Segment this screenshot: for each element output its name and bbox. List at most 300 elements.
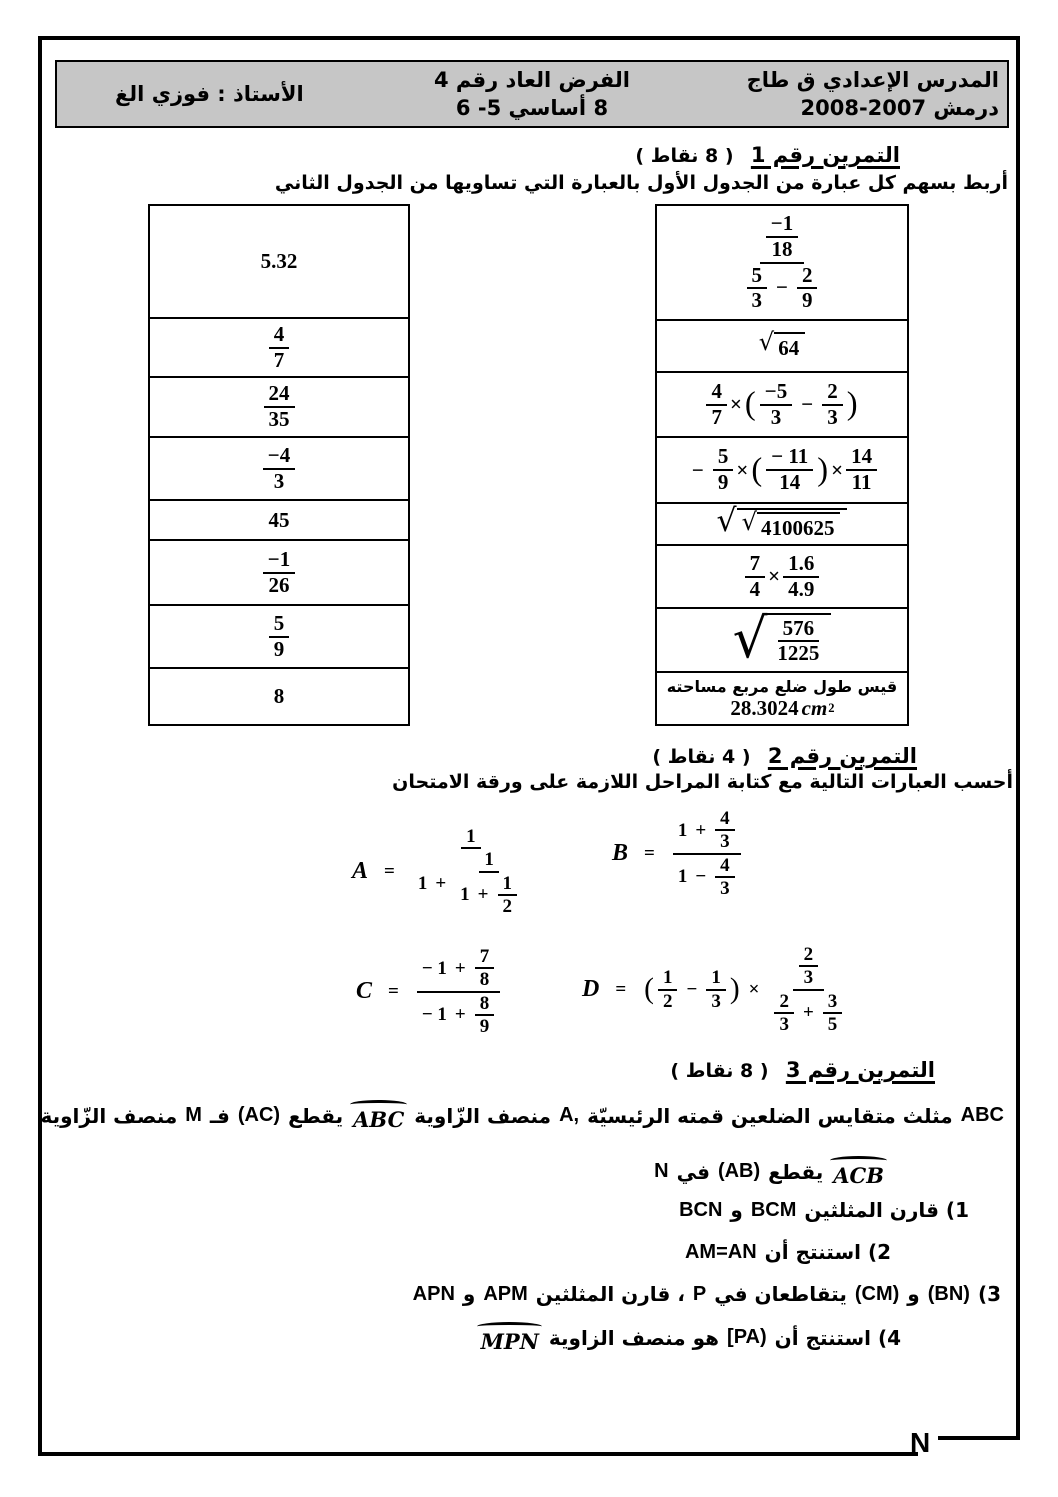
latin-text: AM=AN — [684, 1240, 757, 1263]
numerator — [713, 445, 734, 471]
latin-text: A, — [559, 1104, 580, 1127]
math-token: 3 — [803, 967, 814, 989]
exercise2-title-text: التمرين رقم 2 — [767, 744, 917, 768]
denominator — [413, 849, 529, 917]
radical-sign-icon: √ — [732, 605, 768, 670]
fraction — [269, 323, 290, 372]
math-token: 8 — [479, 992, 490, 1014]
math-line — [729, 696, 834, 721]
math-token: 3 — [779, 1013, 789, 1035]
exercise3-statement-line1 — [36, 1100, 1008, 1131]
radicand — [774, 332, 805, 361]
math-token: 3 — [273, 468, 285, 493]
numerator — [774, 991, 794, 1014]
fraction — [475, 993, 495, 1038]
numerator — [783, 552, 819, 578]
numerator — [673, 808, 741, 855]
denominator — [774, 1014, 794, 1035]
math-token: 5 — [751, 262, 763, 287]
math-token: 3 — [827, 404, 838, 429]
denominator — [417, 993, 500, 1038]
exam-title: الفرض العاد رقم 4 — [434, 67, 630, 92]
numerator — [498, 873, 518, 896]
parenthesis: ( — [744, 386, 756, 423]
math-stack — [663, 677, 902, 721]
equals-sign: = — [615, 978, 627, 1000]
math-token: 9 — [801, 288, 813, 313]
math-token: 3 — [720, 877, 730, 899]
page-border-top — [38, 36, 1020, 40]
expression-B — [612, 808, 743, 899]
math-token: − 1 — [421, 957, 447, 979]
math-token: 5.32 — [260, 249, 298, 273]
denominator — [673, 855, 741, 900]
latin-text: (AB) — [717, 1160, 761, 1183]
math-token: 2 — [779, 990, 789, 1012]
math-token: × — [729, 392, 742, 416]
operator: − — [686, 978, 698, 1000]
parenthesis: ) — [729, 972, 740, 1005]
numerator — [461, 826, 481, 849]
exponent: 2 — [828, 700, 835, 715]
arabic-text: مثلث متقايس الضلعين قمته الرئيسيّة — [587, 1103, 953, 1128]
math-token: 5 — [827, 1013, 838, 1035]
math-row — [642, 944, 850, 1035]
denominator — [264, 574, 295, 598]
denominator — [823, 1014, 843, 1035]
fraction — [673, 808, 741, 899]
operator: × — [748, 978, 760, 1000]
math-token: 7 — [273, 347, 285, 372]
math-row — [417, 849, 525, 917]
math-token: −1 — [770, 211, 794, 236]
math-row — [459, 873, 519, 918]
math-token: 1 — [417, 872, 428, 894]
math-row — [677, 855, 737, 900]
operator: + — [435, 872, 447, 894]
fraction — [766, 212, 798, 261]
math-token: 5 — [717, 444, 729, 469]
expression-C-label: C — [356, 978, 373, 1005]
operator: + — [477, 884, 489, 906]
angle-letters: ACB — [833, 1163, 884, 1188]
math-token: 2 — [502, 895, 512, 917]
page-border-bottom-left — [38, 1452, 918, 1456]
math-token: 1 — [460, 884, 470, 906]
math-token: 1 — [677, 866, 688, 888]
radical-sign-icon: √ — [758, 327, 775, 356]
math-token: 4.9 — [788, 576, 815, 601]
math-token: 7 — [711, 404, 722, 429]
exam-block — [362, 66, 703, 123]
latin-text: N — [654, 1160, 669, 1183]
denominator — [715, 831, 735, 852]
math-token: 2 — [801, 262, 813, 287]
numerator — [706, 967, 726, 990]
numerator — [797, 264, 818, 290]
fraction — [715, 855, 735, 900]
expression-B-label: B — [612, 840, 629, 867]
arabic-text: 1) قارن المثلثين — [804, 1198, 969, 1222]
latin-text: (BN) — [927, 1282, 970, 1305]
operator: + — [454, 957, 466, 979]
radical-sign-icon: √ — [716, 502, 737, 539]
exercise3-statement-line2 — [650, 1156, 890, 1187]
expression-cell — [657, 371, 907, 436]
fraction — [269, 612, 290, 661]
arabic-text: و — [462, 1282, 476, 1306]
exam-grade: 8 أساسي 5- 6 — [455, 96, 609, 120]
fraction — [745, 552, 766, 601]
math-row — [772, 991, 844, 1036]
arabic-text: في — [676, 1159, 710, 1184]
radical — [741, 507, 841, 541]
arabic-text: يقطع — [768, 1159, 824, 1184]
parenthesis: ( — [644, 972, 654, 1005]
fraction — [498, 873, 518, 918]
math-row — [677, 808, 737, 853]
math-token: 35 — [268, 407, 290, 431]
math-token: 64 — [778, 335, 800, 360]
fraction — [263, 444, 295, 493]
denominator — [269, 638, 290, 662]
expression-cell — [657, 502, 907, 544]
exercise3-title — [670, 1058, 935, 1082]
numerator — [760, 212, 804, 263]
expression-cell — [657, 671, 907, 724]
math-token: −4 — [267, 442, 291, 467]
radical — [716, 502, 848, 541]
fraction — [741, 212, 824, 312]
parenthesis: ( — [751, 451, 763, 488]
math-row — [745, 264, 820, 313]
math-token: 576 — [782, 615, 815, 640]
denominator — [455, 873, 523, 918]
denominator — [783, 578, 819, 602]
radical-sign-icon: √ — [741, 507, 757, 536]
expression-D-body — [642, 944, 850, 1035]
fraction — [413, 826, 529, 917]
numerator — [417, 946, 500, 993]
exercise2-instruction: أحسب العبارات التالية مع كتابة المراحل اللازمة على ورقة الامتحان — [392, 771, 1013, 793]
math-token: 11 — [851, 470, 872, 494]
arabic-text: منصف الزّاوية — [414, 1103, 552, 1128]
numerator — [269, 323, 290, 349]
math-token: 7 — [749, 550, 761, 575]
denominator — [747, 289, 768, 313]
fraction — [264, 382, 295, 431]
school-block — [702, 66, 1007, 123]
header-bar — [55, 60, 1009, 128]
parenthesis: ) — [846, 386, 858, 423]
fraction — [797, 264, 818, 313]
operator: − — [801, 392, 814, 416]
fraction — [706, 380, 727, 429]
numerator — [760, 380, 792, 406]
numerator — [264, 382, 295, 408]
numerator — [823, 991, 843, 1014]
denominator — [767, 238, 798, 262]
numerator — [263, 548, 295, 574]
angle-name — [481, 1322, 539, 1353]
parenthesis: ) — [817, 451, 829, 488]
math-token: 3 — [711, 990, 721, 1012]
arabic-text: هو منصف الزاوية — [548, 1325, 720, 1350]
angle-letters: ABC — [353, 1107, 405, 1132]
math-token: 4 — [749, 576, 761, 601]
latin-text: ABC — [960, 1104, 1004, 1127]
teacher-block — [57, 80, 362, 108]
latin-text: (CM) — [854, 1282, 900, 1305]
math-token: × — [768, 564, 781, 588]
arabic-text: يتقاطعان في — [714, 1282, 847, 1306]
fraction — [263, 548, 295, 597]
fraction — [417, 946, 500, 1037]
exercise3-title-text: التمرين رقم 3 — [785, 1058, 935, 1082]
numerator — [658, 967, 678, 990]
math-row — [421, 993, 496, 1038]
denominator — [475, 1016, 495, 1037]
result-cell — [150, 539, 408, 604]
expression-D-label: D — [582, 976, 600, 1003]
expression-A-label: A — [352, 858, 369, 885]
radical — [758, 327, 805, 361]
fraction — [713, 445, 734, 494]
latin-text: APM — [483, 1282, 528, 1305]
exercise2-points: ( 4 نقاط ) — [652, 746, 751, 768]
math-token: 3 — [751, 288, 763, 313]
arabic-text: يقطع — [288, 1103, 344, 1128]
result-cell — [150, 317, 408, 376]
math-token: 3 — [720, 831, 730, 853]
operator: − — [691, 457, 704, 482]
denominator — [706, 406, 727, 430]
numerator — [479, 849, 499, 872]
numerator — [778, 617, 820, 643]
math-token: 1 — [677, 819, 688, 841]
denominator — [774, 471, 805, 495]
denominator — [269, 349, 290, 373]
math-token: −1 — [267, 546, 291, 571]
arabic-text: 2) استنتج أن — [764, 1240, 891, 1264]
numerator — [715, 855, 735, 878]
arabic-text: فـ — [209, 1103, 230, 1128]
fraction — [768, 944, 848, 1035]
math-token: 1 — [662, 967, 673, 989]
math-token: 14 — [851, 444, 873, 469]
result-cell — [150, 604, 408, 667]
page-border-left — [38, 36, 42, 1456]
result-cell — [150, 667, 408, 724]
latin-text: [PA) — [727, 1326, 767, 1349]
latin-text: P — [692, 1282, 707, 1305]
denominator — [797, 289, 818, 313]
math-token: 4 — [273, 321, 285, 346]
expression-D — [582, 944, 850, 1035]
numerator — [715, 808, 735, 831]
denominator — [822, 406, 843, 430]
math-token: 9 — [273, 636, 285, 661]
math-token: 28.3024 — [730, 695, 799, 720]
arabic-text: و — [730, 1198, 743, 1222]
math-line — [663, 677, 902, 696]
denominator — [498, 896, 518, 917]
fraction — [715, 808, 735, 853]
math-token: 45 — [268, 507, 290, 532]
exercise3-question2 — [681, 1240, 895, 1264]
teacher-name: الأستاذ : فوزي الغ — [114, 81, 304, 106]
expression-cell — [657, 607, 907, 671]
results-table — [148, 204, 410, 726]
fraction — [455, 849, 523, 917]
math-token: 14 — [779, 470, 801, 494]
operator: − — [776, 275, 788, 300]
result-cell — [150, 376, 408, 436]
math-token: 4 — [720, 854, 730, 876]
denominator — [269, 470, 290, 494]
denominator — [264, 408, 295, 432]
math-row — [685, 445, 879, 494]
exercise1-points: ( 8 نقاط ) — [635, 145, 734, 167]
latin-text: APN — [412, 1282, 455, 1305]
denominator — [847, 471, 877, 495]
school-name: المدرس الإعدادي ق طاج — [746, 67, 999, 92]
arabic-text: قيس طول ضلع مربع مساحته — [666, 676, 898, 696]
math-token: 1225 — [777, 641, 820, 666]
fraction — [475, 946, 495, 991]
math-token: 26 — [268, 572, 290, 597]
math-token: 24 — [268, 381, 290, 406]
exercise1-title — [635, 143, 900, 167]
numerator — [475, 993, 495, 1016]
denominator — [475, 969, 495, 990]
denominator — [715, 878, 735, 899]
exercise3-question1 — [675, 1198, 973, 1222]
arabic-text: و — [907, 1282, 920, 1306]
math-token: 4100625 — [760, 515, 835, 540]
fraction — [799, 944, 819, 989]
expression-cell — [657, 544, 907, 607]
radicand — [767, 613, 831, 666]
fraction — [747, 264, 768, 313]
equals-sign: = — [644, 842, 655, 864]
exercise3-points: ( 8 نقاط ) — [670, 1060, 769, 1082]
math-token: 2 — [827, 378, 838, 403]
math-token: × — [736, 457, 749, 482]
arabic-text: ، قارن المثلثين — [535, 1282, 685, 1306]
denominator — [768, 991, 848, 1036]
numerator — [799, 944, 819, 967]
denominator — [741, 264, 824, 313]
fraction — [783, 552, 819, 601]
angle-letters: MPN — [480, 1329, 539, 1354]
denominator — [799, 967, 819, 988]
exercise3-question4 — [475, 1322, 905, 1353]
radicand — [737, 508, 848, 541]
operator: + — [802, 1002, 814, 1024]
fraction — [706, 967, 726, 1012]
fraction — [774, 991, 794, 1036]
result-cell — [150, 206, 408, 317]
equals-sign: = — [388, 980, 399, 1002]
expression-C-body — [415, 946, 502, 1037]
denominator — [706, 991, 726, 1012]
numerator — [263, 444, 295, 470]
expression-C — [356, 946, 502, 1037]
expression-A — [352, 826, 531, 917]
math-token: 2 — [662, 990, 673, 1012]
page-border-right — [1016, 36, 1020, 1440]
math-token: − 11 — [771, 444, 809, 469]
arabic-text: منصف الزّاوية — [40, 1103, 178, 1128]
latin-text: BCM — [750, 1198, 797, 1221]
math-token: × — [831, 457, 844, 482]
math-token: 5 — [273, 610, 285, 635]
math-token: 1 — [466, 826, 476, 847]
exercise2-title — [652, 744, 917, 768]
radical — [732, 605, 832, 670]
latin-text: (AC) — [237, 1104, 281, 1127]
numerator — [269, 612, 290, 638]
math-token: 9 — [479, 1015, 490, 1037]
math-token: 1.6 — [788, 550, 815, 575]
math-row — [421, 946, 496, 991]
numerator — [793, 944, 825, 991]
math-token: 2 — [803, 944, 814, 965]
expression-A-body — [411, 826, 531, 917]
numerator — [747, 264, 768, 290]
math-token: 1 — [502, 872, 512, 894]
operator: + — [454, 1004, 466, 1026]
math-token: 18 — [771, 236, 793, 261]
math-token: 1 — [484, 849, 494, 871]
numerator — [475, 946, 495, 969]
math-token: 4 — [720, 808, 730, 829]
expression-cell — [657, 436, 907, 502]
angle-name — [833, 1156, 884, 1187]
expression-cell — [657, 206, 907, 319]
angle-name — [353, 1100, 404, 1131]
fraction — [823, 991, 843, 1036]
math-token: −5 — [764, 378, 788, 403]
exercise3-question3 — [409, 1282, 1005, 1306]
operator: + — [695, 819, 707, 841]
arabic-text: 3) — [977, 1282, 1001, 1306]
math-token: 4 — [711, 378, 722, 403]
radicand — [757, 512, 841, 541]
fraction — [658, 967, 678, 1012]
fraction — [760, 380, 792, 429]
math-token: 8 — [273, 684, 285, 708]
math-row — [704, 380, 859, 429]
denominator — [772, 642, 824, 666]
expression-B-body — [671, 808, 743, 899]
border-break-mark: N — [910, 1427, 931, 1458]
result-cell — [150, 499, 408, 539]
latin-text: BCN — [679, 1198, 723, 1221]
arabic-text: 4) استنتج أن — [774, 1325, 901, 1350]
numerator — [745, 552, 766, 578]
math-token: 9 — [717, 470, 729, 494]
page-border-bottom-right — [938, 1436, 1020, 1440]
fraction — [766, 445, 813, 494]
denominator — [658, 991, 678, 1012]
expression-cell — [657, 319, 907, 371]
numerator — [706, 380, 727, 406]
numerator — [846, 445, 877, 471]
numerator — [766, 212, 798, 238]
math-row — [729, 696, 834, 721]
